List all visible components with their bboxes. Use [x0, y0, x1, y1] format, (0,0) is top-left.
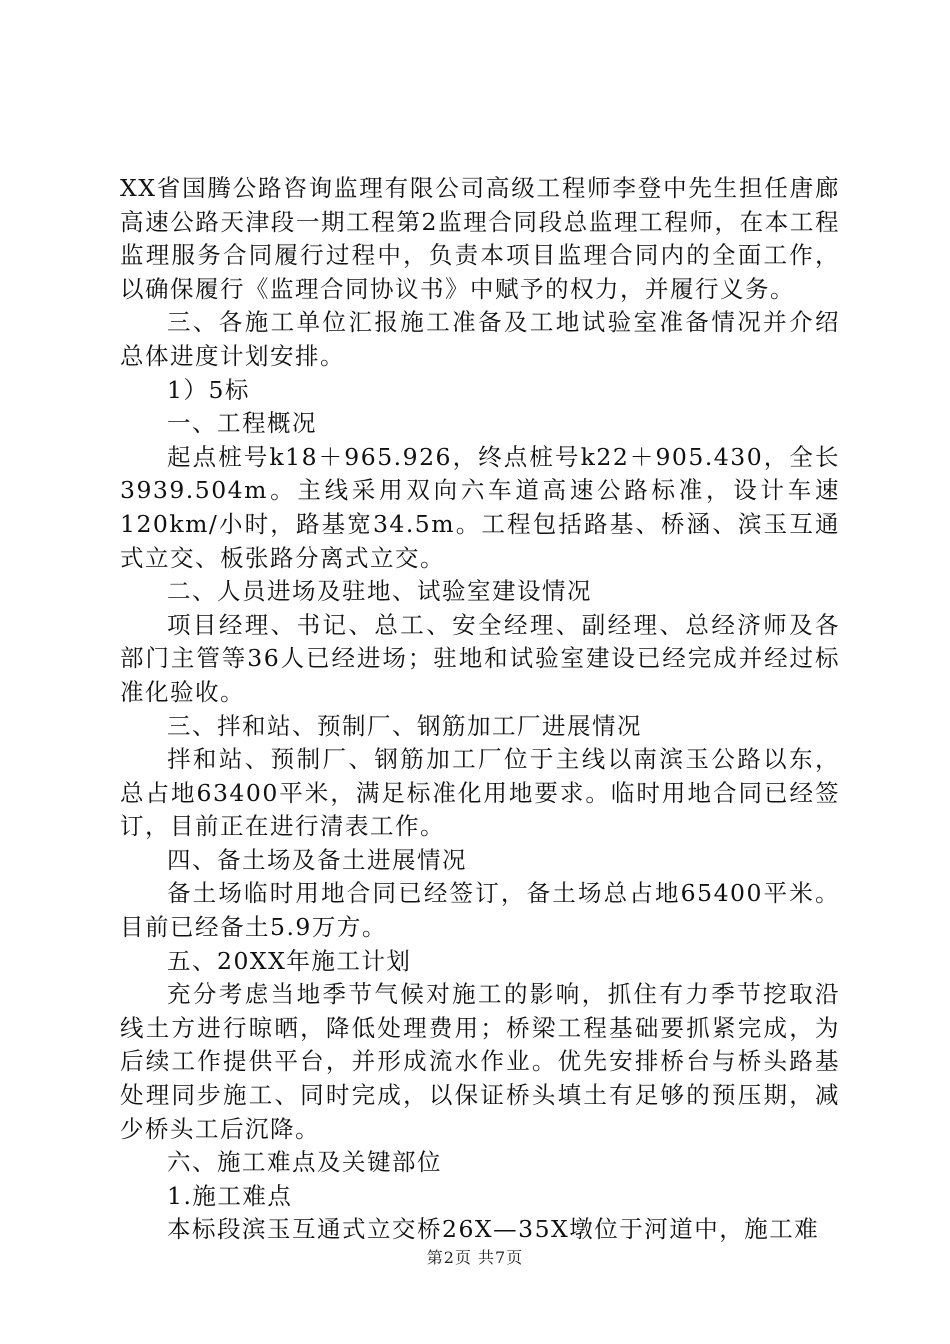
page-number: 第2页 共7页	[426, 1248, 524, 1267]
heading-project-overview: 一、工程概况	[167, 409, 317, 438]
heading-borrow-pit: 四、备土场及备土进展情况	[167, 845, 467, 874]
heading-difficulties: 六、施工难点及关键部位	[167, 1148, 442, 1177]
subheading-difficulties: 1.施工难点	[167, 1181, 293, 1210]
subheading-bid-5: 1）5标	[167, 375, 250, 404]
paragraph-supervisor-intro: XX省国腾公路咨询监理有限公司高级工程师李登中先生担任唐廊高速公路天津段一期工程第2监理合同段总监理工程师，在本工程监理服务合同履行过程中，负责本项目监理合同内的全面工作，以确保履行《监理合同协议书》中赋予的权力，并履行义务。	[120, 174, 840, 303]
heading-personnel-site: 二、人员进场及驻地、试验室建设情况	[167, 577, 592, 606]
document-body	[120, 172, 840, 1247]
paragraph-construction-plan: 充分考虑当地季节气候对施工的影响，抓住有力季节挖取沿线土方进行晾晒，降低处理费用；桥梁工程基础要抓紧完成，为后续工作提供平台，并形成流水作业。优先安排桥台与桥头路基处理同步施工、同时完成，以保证桥头填土有足够的预压期，减少桥头工后沉降。	[120, 980, 840, 1143]
heading-construction-plan: 五、20XX年施工计划	[167, 946, 412, 975]
paragraph-borrow-pit: 备土场临时用地合同已经签订，备土场总占地65400平米。目前已经备土5.9万方。	[120, 879, 840, 942]
paragraph-difficulties: 本标段滨玉互通式立交桥26X—35X墩位于河道中，施工难	[167, 1215, 820, 1244]
paragraph-project-overview: 起点桩号k18＋965.926，终点桩号k22＋905.430，全长3939.504m。主线采用双向六车道高速公路标准，设计车速120km/小时，路基宽34.5m。工程包括路基、桥涵、滨玉互通式立交、板张路分离式立交。	[120, 442, 840, 572]
heading-mixing-plant: 三、拌和站、预制厂、钢筋加工厂进展情况	[167, 711, 642, 740]
heading-section-three: 三、各施工单位汇报施工准备及工地试验室准备情况并介绍总体进度计划安排。	[120, 308, 840, 370]
paragraph-mixing-plant: 拌和站、预制厂、钢筋加工厂位于主线以南滨玉公路以东，总占地63400平米，满足标准化用地要求。临时用地合同已经签订，目前正在进行清表工作。	[120, 745, 840, 841]
paragraph-personnel-site: 项目经理、书记、总工、安全经理、副经理、总经济师及各部门主管等36人已经进场；驻地和试验室建设已经完成并经过标准化验收。	[120, 610, 840, 706]
